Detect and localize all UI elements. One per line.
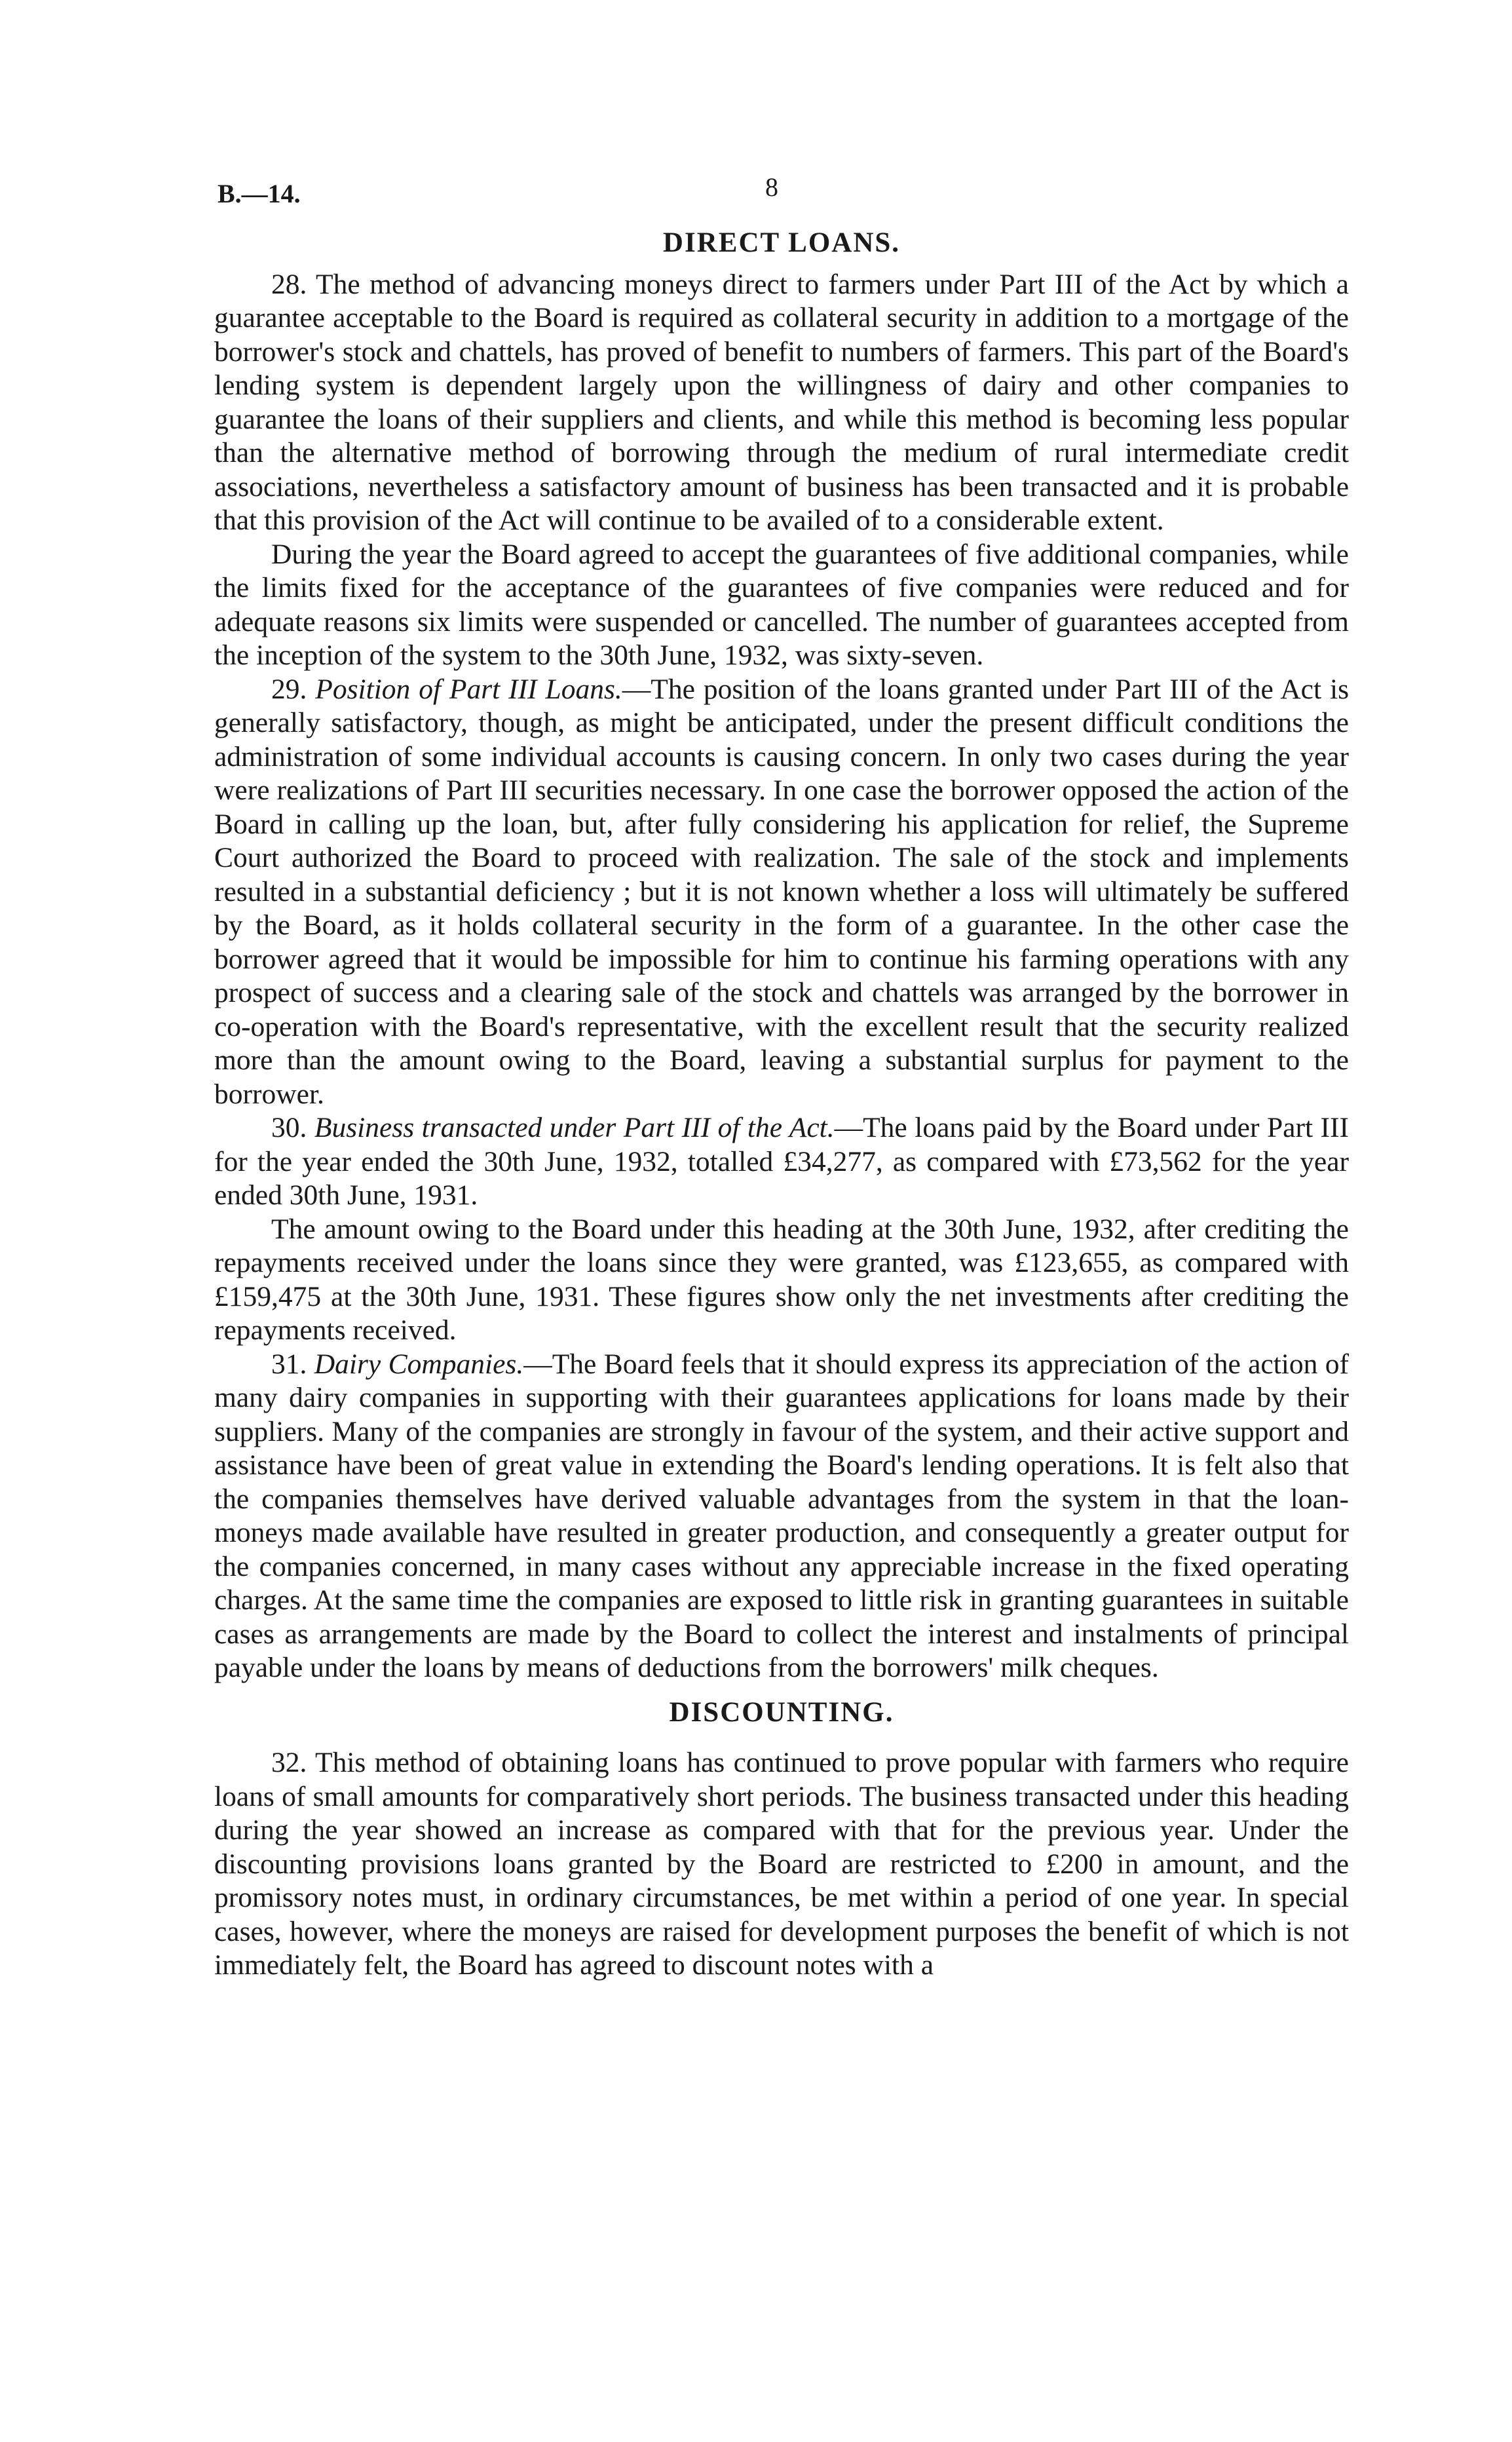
paragraph-number: 31.: [271, 1348, 307, 1380]
page-number: 8: [765, 172, 778, 202]
paragraph-32: 32. This method of obtaining loans has continued to prove popular with farmers who require loans of small amounts for comparatively short periods. The business transacted under this heading during the year showed an increase as compared with that for the previous year. Under the discounting provisions loans granted by the Board are restricted to £200 in amount, and the promissory notes must, in ordinary circumstances, be met within a period of one year. In special cases, however, where the moneys are raised for development purposes the benefit of which is not immediately felt, the Board has agreed to discount notes with a: [214, 1747, 1349, 1981]
paragraph-title: Business transacted under Part III of the Act.: [314, 1112, 835, 1143]
paragraph-number: 30.: [271, 1112, 307, 1143]
paragraph-30-continued: The amount owing to the Board under this heading at the 30th June, 1932, after crediting the repayments received under the loans since they were granted, was £123,655, as compared with £159,475 at the 30th June, 1931. These figures show only the net investments after crediting the repayments received.: [214, 1213, 1349, 1346]
section-heading-discounting: DISCOUNTING.: [669, 1696, 894, 1728]
paragraph-body: —The Board feels that it should express its appreciation of the action of many dairy companies in supporting with their guarantees applications for loans made by their suppliers. Many of the companies are strongly in favour of the system, and their active support and assistance have been of great value in extending the Board's lending operations. It is felt also that the companies themselves have derived valuable advantages from the system in that the loan-moneys made available have resulted in greater production, and consequently a greater output for the companies concerned, in many cases without any appreciable increase in the fixed operating charges. At the same time the companies are exposed to little risk in granting guarantees in suitable cases as arrangements are made by the Board to collect the interest and instalments of principal payable under the loans by means of deductions from the borrowers' milk cheques.: [214, 1348, 1349, 1683]
paragraph-28-continued: During the year the Board agreed to accept the guarantees of five additional companies, while the limits fixed for the acceptance of the guarantees of five companies were reduced and for adequate reasons six limits were suspended or cancelled. The number of guarantees accepted from the inception of the system to the 30th June, 1932, was sixty-seven.: [214, 538, 1349, 671]
report-reference: B.—14.: [217, 179, 301, 208]
paragraph-28: 28. The method of advancing moneys direct to farmers under Part III of the Act by which a guarantee acceptable to the Board is required as collateral security in addition to a mortgage of the borrower's stock and chattels, has proved of benefit to numbers of farmers. This part of the Board's lending system is dependent largely upon the willingness of dairy and other companies to guarantee the loans of their suppliers and clients, and while this method is becoming less popular than the alternative method of borrowing through the medium of rural intermediate credit associations, nevertheless a satisfactory amount of business has been transacted and it is probable that this provision of the Act will continue to be availed of to a considerable extent.: [214, 268, 1349, 536]
paragraph-body: —The position of the loans granted under Part III of the Act is generally satisfactory, though, as might be anticipated, under the present difficult conditions the administration of some individual accounts is causing concern. In only two cases during the year were realizations of Part III securities necessary. In one case the borrower opposed the action of the Board in calling up the loan, but, after fully considering his application for relief, the Supreme Court authorized the Board to proceed with realization. The sale of the stock and implements resulted in a substantial deficiency ; but it is not known whether a loss will ultimately be suffered by the Board, as it holds collateral security in the form of a guarantee. In the other case the borrower agreed that it would be impossible for him to continue his farming operations with any prospect of success and a clearing sale of the stock and chattels was arranged by the borrower in co-operation with the Board's representative, with the excellent result that the security realized more than the amount owing to the Board, leaving a substantial surplus for payment to the borrower.: [214, 673, 1349, 1110]
paragraph-30: [214, 1111, 1349, 1213]
section-heading-direct-loans: DIRECT LOANS.: [662, 227, 901, 258]
body-text: [214, 226, 1349, 1983]
paragraph-title: Position of Part III Loans.: [315, 673, 622, 705]
paragraph-title: Dairy Companies.: [314, 1348, 524, 1380]
paragraph-body: —The loans paid by the Board under Part III for the year ended the 30th June, 1932, totalled £34,277, as compared with £73,562 for the year ended 30th June, 1931.: [214, 1112, 1349, 1211]
paragraph-31: [214, 1348, 1349, 1685]
paragraph-number: 29.: [271, 673, 307, 705]
paragraph-29: [214, 673, 1349, 1112]
